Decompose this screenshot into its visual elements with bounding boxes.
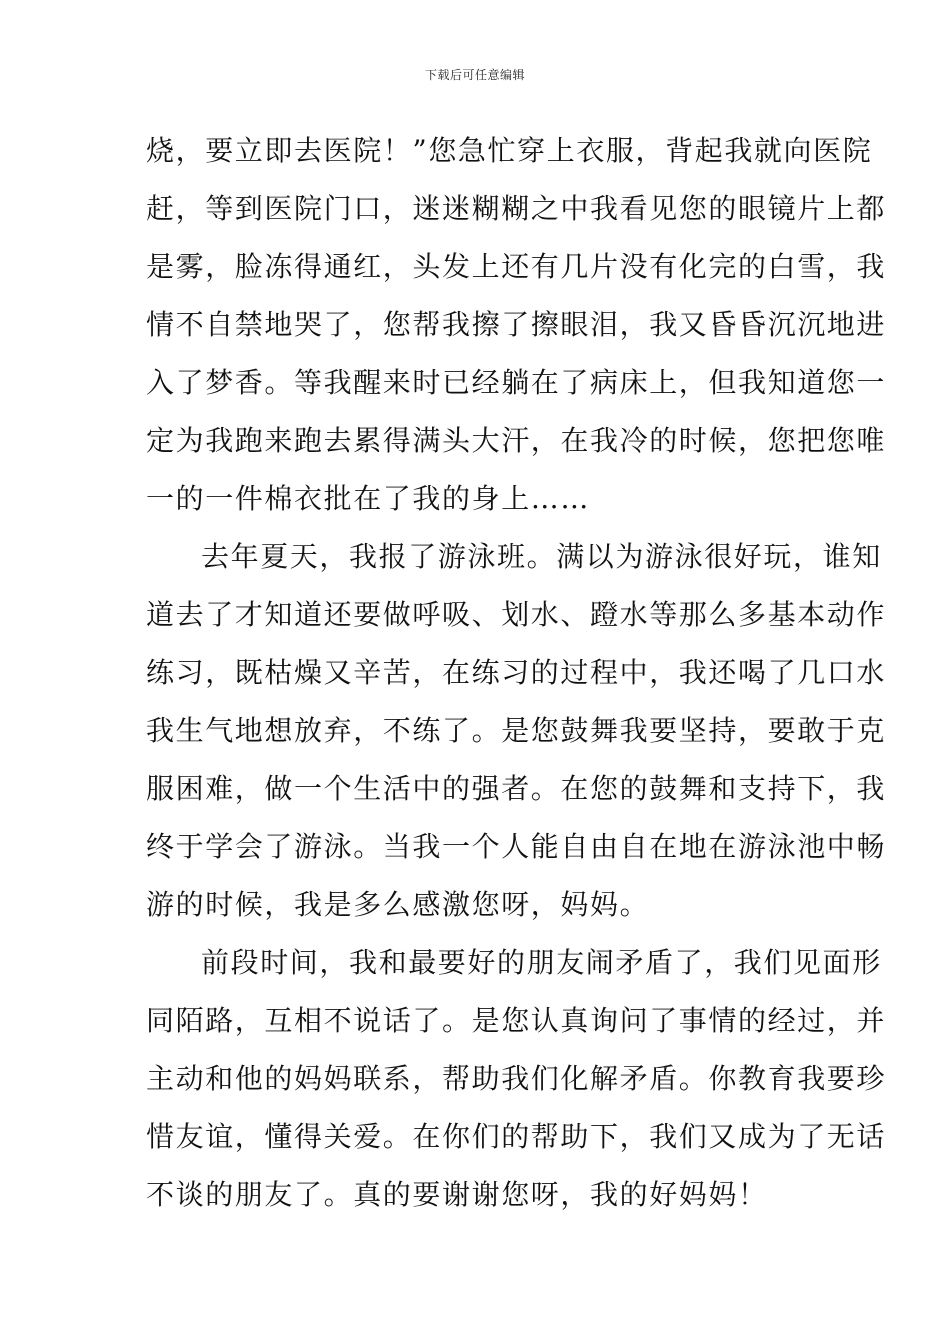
paragraph-first-line: 去年夏天，我报了游泳班。满以为游泳很好玩，谁知 [201,540,882,573]
text-line: 不谈的朋友了。真的要谢谢您呀，我的好妈妈！ [146,1178,768,1211]
text-line: 烧，要立即去医院！”您急忙穿上衣服，背起我就向医院 [146,134,873,167]
text-line: 定为我跑来跑去累得满头大汗，在我冷的时候，您把您唯 [146,424,887,457]
page-header: 下载后可任意编辑 [424,68,525,82]
text-line: 终于学会了游泳。当我一个人能自由自在地在游泳池中畅 [146,830,887,863]
text-line: 主动和他的妈妈联系，帮助我们化解矛盾。你教育我要珍 [146,1062,887,1095]
text-line: 情不自禁地哭了，您帮我擦了擦眼泪，我又昏昏沉沉地进 [146,308,887,341]
text-line: 是雾，脸冻得通红，头发上还有几片没有化完的白雪，我 [146,250,887,283]
text-line: 我生气地想放弃，不练了。是您鼓舞我要坚持，要敢于克 [146,714,887,747]
text-line: 惜友谊，懂得关爱。在你们的帮助下，我们又成为了无话 [146,1120,887,1153]
paragraph-first-line: 前段时间，我和最要好的朋友闹矛盾了，我们见面形 [201,946,882,979]
text-line: 练习，既枯燥又辛苦，在练习的过程中，我还喝了几口水 [146,656,887,689]
text-line: 赶，等到医院门口，迷迷糊糊之中我看见您的眼镜片上都 [146,192,887,225]
text-line: 道去了才知道还要做呼吸、划水、蹬水等那么多基本动作 [146,598,887,631]
text-line: 服困难，做一个生活中的强者。在您的鼓舞和支持下，我 [146,772,887,805]
text-line: 同陌路，互相不说话了。是您认真询问了事情的经过，并 [146,1004,887,1037]
text-line: 入了梦香。等我醒来时已经躺在了病床上，但我知道您一 [146,366,887,399]
text-line: 游的时候，我是多么感激您呀，妈妈。 [146,888,650,921]
text-line: 一的一件棉衣批在了我的身上…… [146,482,591,515]
